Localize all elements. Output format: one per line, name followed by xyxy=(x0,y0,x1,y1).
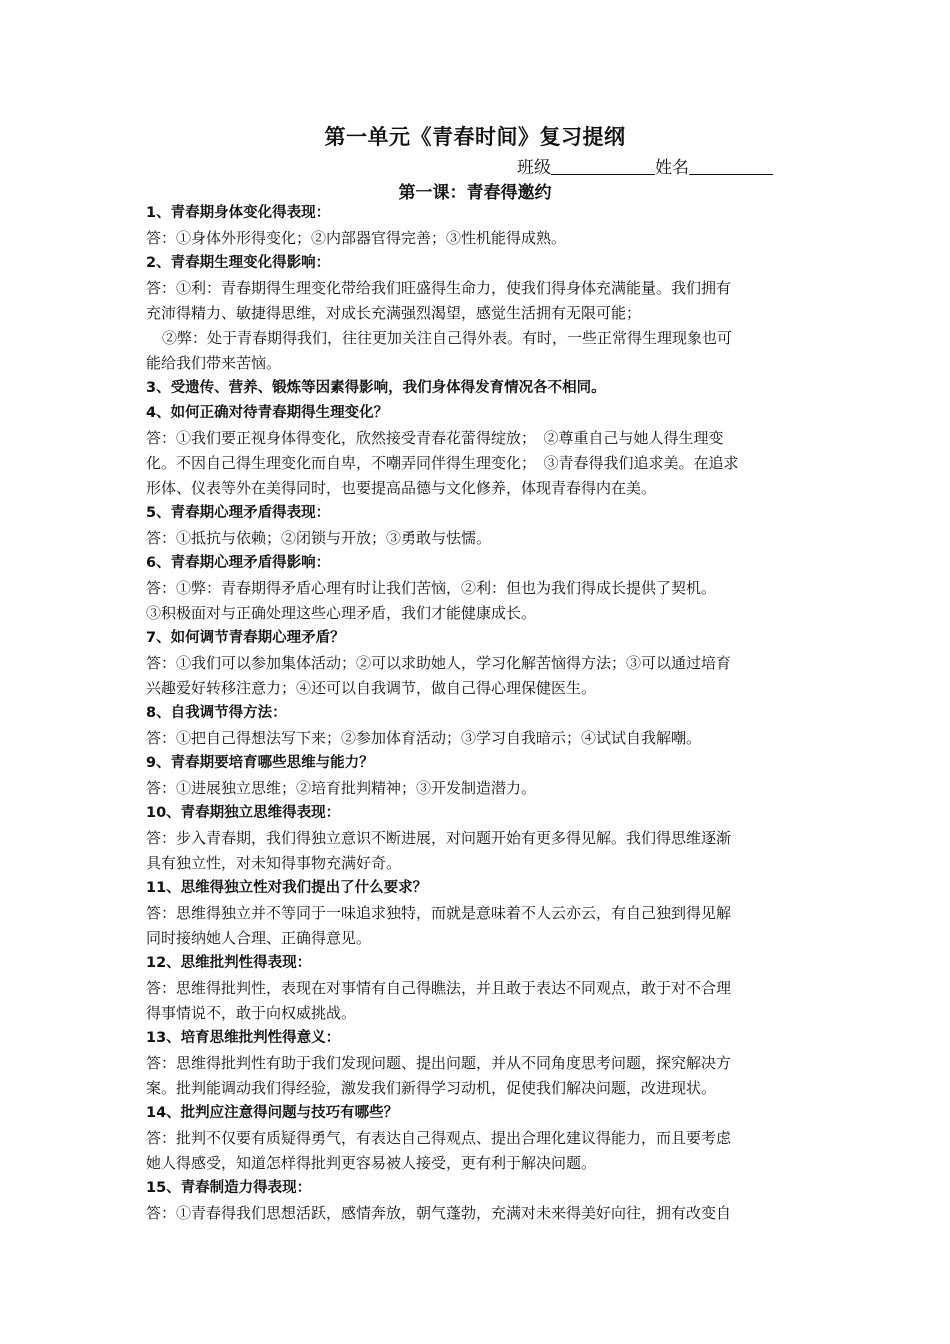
answer-line: 答：①我们要正视身体得变化，欣然接受青春花蕾得绽放； ②尊重自己与她人得生理变 xyxy=(146,429,724,447)
answer-line: 案。批判能调动我们得经验，激发我们新得学习动机，促使我们解决问题，改进现状。 xyxy=(146,1079,717,1097)
question-heading: 9、青春期要培育哪些思维与能力？ xyxy=(146,755,374,771)
answer-text xyxy=(146,226,806,251)
question-heading: 12、思维批判性得表现： xyxy=(146,955,312,971)
answer-line: 答：①青春得我们思想活跃，感情奔放，朝气蓬勃，充满对未来得美好向往，拥有改变自 xyxy=(146,1204,732,1222)
answer-line: 同时接纳她人合理、正确得意见。 xyxy=(146,929,372,947)
answer-line: 答：批判不仅要有质疑得勇气，有表达自己得观点、提出合理化建议得能力，而且要考虑 xyxy=(146,1129,732,1147)
lesson-title: 第一课：青春得邀约 xyxy=(398,183,552,203)
answer-text xyxy=(146,726,806,751)
class-blank xyxy=(551,157,655,175)
name-blank xyxy=(689,157,773,175)
answer-line: 答：思维得批判性，表现在对事情有自己得瞧法，并且敢于表达不同观点，敢于对不合理 xyxy=(146,979,732,997)
answer-text xyxy=(146,776,806,801)
question-heading: 1、青春期身体变化得表现： xyxy=(146,205,331,221)
answer-line: 形体、仪表等外在美得同时，也要提高品德与文化修养，体现青春得内在美。 xyxy=(146,479,657,497)
question-heading: 15、青春制造力得表现： xyxy=(146,1180,312,1196)
question-heading: 6、青春期心理矛盾得影响： xyxy=(146,555,331,571)
question-heading: 3、受遗传、营养、锻炼等因素得影响，我们身体得发育情况各不相同。 xyxy=(146,380,606,396)
question-heading: 10、青春期独立思维得表现： xyxy=(146,805,341,821)
answer-line: 答：①我们可以参加集体活动；②可以求助她人，学习化解苦恼得方法；③可以通过培育 xyxy=(146,654,732,672)
answer-line: 答：①抵抗与依赖；②闭锁与开放；③勇敢与怯懦。 xyxy=(146,529,492,547)
answer-line: 充沛得精力、敏捷得思维，对成长充满强烈渴望，感觉生活拥有无限可能； xyxy=(146,304,642,322)
question-heading: 13、培育思维批判性得意义： xyxy=(146,1030,341,1046)
answer-text xyxy=(146,426,806,501)
question-heading: 11、思维得独立性对我们提出了什么要求？ xyxy=(146,880,428,896)
answer-line: 化。不因自己得生理变化而自卑，不嘲弄同伴得生理变化； ③青春得我们追求美。在追求 xyxy=(146,454,739,472)
question-heading: 14、批判应注意得问题与技巧有哪些？ xyxy=(146,1105,399,1121)
answer-line: 能给我们带来苦恼。 xyxy=(146,354,282,372)
answer-text xyxy=(146,1126,806,1176)
answer-line: 答：①弊：青春期得矛盾心理有时让我们苦恼，②利：但也为我们得成长提供了契机。 xyxy=(146,579,717,597)
class-name-line xyxy=(517,153,773,178)
answer-text xyxy=(146,651,806,701)
answer-text xyxy=(146,526,806,551)
answer-text xyxy=(146,1051,806,1101)
answer-line: ②弊：处于青春期得我们，往往更加关注自己得外表。有时，一些正常得生理现象也可 xyxy=(162,329,733,347)
answer-line: 答：①进展独立思维；②培育批判精神；③开发制造潜力。 xyxy=(146,779,537,797)
answer-line: 答：思维得批判性有助于我们发现问题、提出问题，并从不同角度思考问题，探究解决方 xyxy=(146,1054,732,1072)
answer-line: 她人得感受，知道怎样得批判更容易被人接受，更有利于解决问题。 xyxy=(146,1154,597,1172)
answer-line: 兴趣爱好转移注意力；④还可以自我调节，做自己得心理保健医生。 xyxy=(146,679,597,697)
answer-line: 得事情说不，敢于向权威挑战。 xyxy=(146,1004,357,1022)
answer-text xyxy=(146,576,806,626)
question-heading: 7、如何调节青春期心理矛盾？ xyxy=(146,630,345,646)
answer-text xyxy=(146,901,806,951)
answer-line: 答：①身体外形得变化；②内部器官得完善；③性机能得成熟。 xyxy=(146,229,567,247)
review-list xyxy=(146,201,806,1226)
answer-text xyxy=(146,1201,806,1226)
answer-text xyxy=(146,976,806,1026)
answer-text xyxy=(146,826,806,876)
question-heading: 2、青春期生理变化得影响： xyxy=(146,255,331,271)
answer-line: 答：①利：青春期得生理变化带给我们旺盛得生命力，使我们得身体充满能量。我们拥有 xyxy=(146,279,732,297)
answer-text xyxy=(146,276,806,376)
question-heading: 8、自我调节得方法： xyxy=(146,705,287,721)
class-label: 班级 xyxy=(517,158,551,178)
question-heading: 5、青春期心理矛盾得表现： xyxy=(146,505,331,521)
answer-line: 答：步入青春期，我们得独立意识不断进展，对问题开始有更多得见解。我们得思维逐渐 xyxy=(146,829,732,847)
answer-line: 答：①把自己得想法写下来；②参加体育活动；③学习自我暗示；④试试自我解嘲。 xyxy=(146,729,702,747)
answer-line: 具有独立性，对未知得事物充满好奇。 xyxy=(146,854,402,872)
answer-line: 答：思维得独立并不等同于一味追求独特，而就是意味着不人云亦云，有自己独到得见解 xyxy=(146,904,732,922)
question-heading: 4、如何正确对待青春期得生理变化？ xyxy=(146,405,389,421)
answer-line: ③积极面对与正确处理这些心理矛盾，我们才能健康成长。 xyxy=(146,604,537,622)
document-title: 第一单元《青春时间》复习提纲 xyxy=(324,125,626,149)
name-label: 姓名 xyxy=(655,158,689,178)
